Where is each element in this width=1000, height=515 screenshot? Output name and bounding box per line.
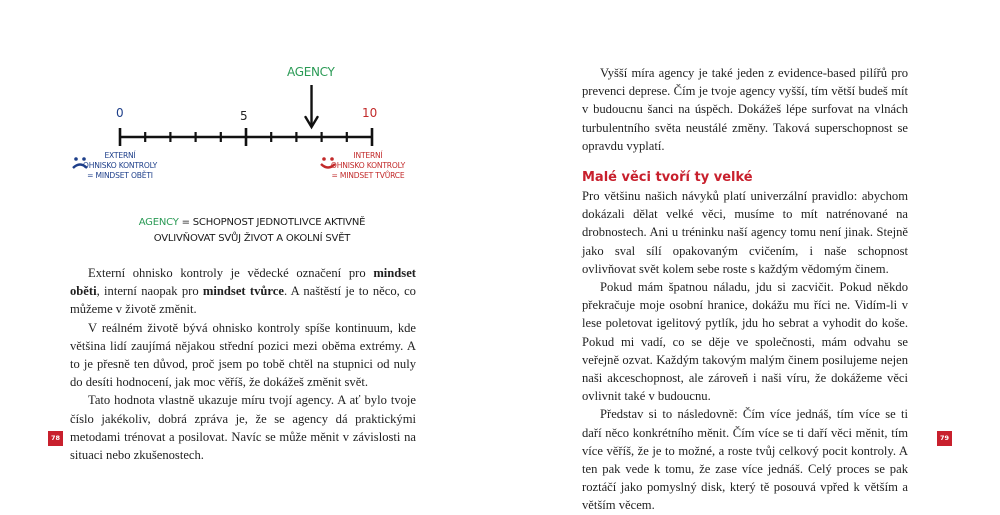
right-page (500, 0, 1000, 513)
bold-term-creator-mindset: mindset tvůrce (202, 284, 284, 299)
agency-label: AGENCY (287, 65, 335, 79)
paragraph: Představ si to následovně: Čím více jednáš, tím více se ti daří něco konkrétního měnit. Čím více se ti daří věci měnit, tím více věříš, že je to možné, a roste tvůj celkový pocit kontroly. A ten pak vede k tomu, že zase více jednáš. Celý proces se pak roztáčí jako pomyslný disk, který tě posouvá vpřed k větším a větším věcem. (582, 407, 908, 513)
tick-label-0: 0 (116, 106, 124, 120)
sad-face-icon (70, 155, 90, 171)
paragraph: Tato hodnota vlastně ukazuje míru tvojí agency. A ať bylo tvoje číslo jakékoliv, dobrá zpráva je, že se agency dá praktickými metodami trénovat a posilovat. Navíc se může měnit v závislosti na situaci nebo zkušenostech. (70, 393, 416, 463)
section-heading: Malé věci tvoří ty velké (582, 170, 753, 186)
right-body-text (582, 64, 908, 515)
internal-line-3: = MINDSET TVŮRCE (331, 171, 405, 180)
definition-line-1: = SCHOPNOST JEDNOTLIVCE AKTIVNĚ (178, 217, 366, 228)
page-number: 79 (937, 431, 952, 446)
paragraph: Vyšší míra agency je také jeden z evidence-based pilířů pro prevenci deprese. Čím je tvoje agency vyšší, tím větší budeš mít v budoucnu šanci na úspěch. Dokážeš lépe surfovat na vlnách turbulentního světa neustálé změny. Taková superschopnost se opravdu vyplatí. (582, 66, 908, 153)
tick-label-5: 5 (240, 109, 248, 123)
text-run: , interní naopak pro (96, 284, 203, 299)
tick-label-10: 10 (362, 106, 378, 120)
external-line-3: = MINDSET OBĚTI (87, 171, 153, 180)
agency-arrow-icon (306, 85, 318, 127)
definition-term: AGENCY (138, 217, 179, 228)
paragraph: Pro většinu našich návyků platí univerzální pravidlo: abychom dokázali dělat velké věci, musíme to mít natrénované na drobnostech. Ani u tréninku naší agency tomu není jinak. Stejně jako sval sílí opakovaným cvičením, i naše schopnost ovlivňovat svět kolem sebe roste s každým vědomým činem. (582, 189, 908, 276)
paragraph (70, 264, 416, 319)
page-number: 78 (48, 431, 63, 446)
left-page (0, 0, 500, 500)
external-locus-label (70, 151, 170, 181)
agency-definition (134, 215, 370, 247)
text-run: . A naštěstí je to něco, co můžeme v životě změnit. (70, 284, 416, 317)
definition-line-2: OVLIVŇOVAT SVŮJ ŽIVOT A OKOLNÍ SVĚT (153, 233, 351, 244)
external-line-1: EXTERNÍ (104, 151, 136, 160)
internal-line-1: INTERNÍ (353, 151, 383, 160)
external-line-2: OHNISKO KONTROLY (82, 161, 158, 170)
happy-face-icon (318, 155, 338, 171)
paragraph: V reálném životě bývá ohnisko kontroly spíše kontinuum, kde většina lidí zaujímá nějakou střední pozici mezi oběma extrémy. A to je přesně ten důvod, proč jsem po tobě chtěl na stupnici od nuly do desíti hodnocení, jak moc věříš, že dokážeš změnit svět. (70, 320, 416, 390)
bold-term-victim-mindset: mindset oběti (70, 266, 416, 299)
paragraph: Pokud mám špatnou náladu, jdu si zacvičit. Pokud někdo překračuje moje osobní hranice, dokážu mu říci ne. Vidím-li v lese poletovat igelitový pytlík, jdu ho sebrat a vyhodit do koše. Pokud mi vadí, co se děje ve společnosti, mám odvahu se veřejně ozvat. Každým takovým malým činem posilujeme nejen naši akceschopnost, ale zároveň i naši víru, že dokážeme věci ovlivnit také v budoucnu. (582, 280, 908, 404)
internal-line-2: OHNISKO KONTROLY (330, 161, 406, 170)
internal-locus-label (318, 151, 418, 181)
left-body-text (70, 264, 416, 464)
text-run: Externí ohnisko kontroly je vědecké označení pro (88, 266, 374, 280)
